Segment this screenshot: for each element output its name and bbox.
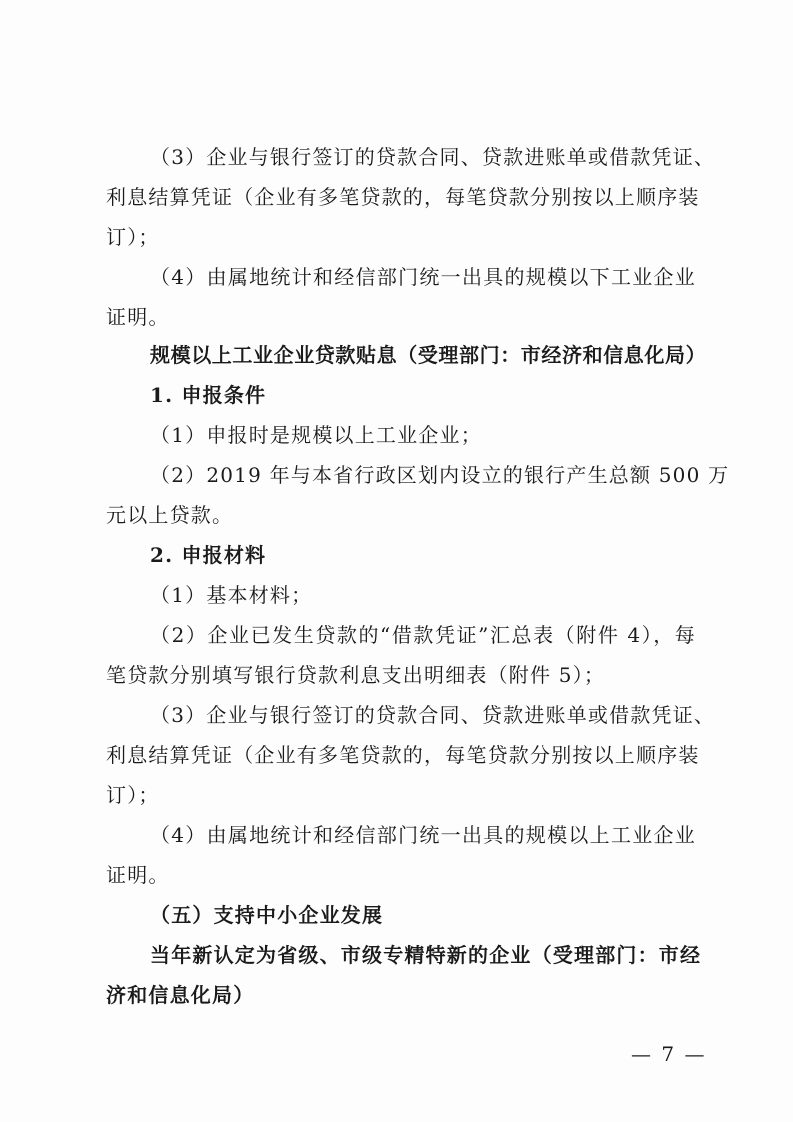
paragraph-line: 利息结算凭证（企业有多笔贷款的，每笔贷款分别按以上顺序装 (106, 743, 700, 767)
paragraph-line: （4）由属地统计和经信部门统一出具的规模以下工业企业 (150, 265, 696, 289)
paragraph-line: 笔贷款分别填写银行贷款利息支出明细表（附件 5）； (106, 663, 606, 687)
paragraph-line: 利息结算凭证（企业有多笔贷款的，每笔贷款分别按以上顺序装 (106, 185, 700, 209)
page-number: — 7 — (631, 1042, 707, 1066)
subsection-heading: 2. 申报材料 (150, 543, 267, 567)
section-heading: 规模以上工业企业贷款贴息（受理部门：市经济和信息化局） (150, 343, 707, 367)
paragraph-line: （2）2019 年与本省行政区划内设立的银行产生总额 500 万 (150, 463, 730, 487)
paragraph-line: （1）基本材料； (150, 583, 313, 607)
subsection-heading: 1. 申报条件 (150, 383, 267, 407)
paragraph-line: 订）； (106, 225, 160, 249)
paragraph-line: （2）企业已发生贷款的“借款凭证”汇总表（附件 4），每 (150, 623, 696, 647)
paragraph-line: 证明。 (106, 863, 170, 887)
paragraph-line: 证明。 (106, 305, 170, 329)
chapter-heading: （五）支持中小企业发展 (150, 903, 384, 927)
paragraph-line: 元以上贷款。 (106, 503, 234, 527)
paragraph-line: 订）； (106, 783, 160, 807)
section-heading: 当年新认定为省级、市级专精特新的企业（受理部门：市经 (150, 943, 702, 967)
paragraph-line: （3）企业与银行签订的贷款合同、贷款进账单或借款凭证、 (150, 703, 716, 727)
section-heading: 济和信息化局） (106, 983, 255, 1007)
paragraph-line: （1）申报时是规模以上工业企业； (150, 423, 482, 447)
paragraph-line: （4）由属地统计和经信部门统一出具的规模以上工业企业 (150, 823, 696, 847)
paragraph-line: （3）企业与银行签订的贷款合同、贷款进账单或借款凭证、 (150, 145, 716, 169)
